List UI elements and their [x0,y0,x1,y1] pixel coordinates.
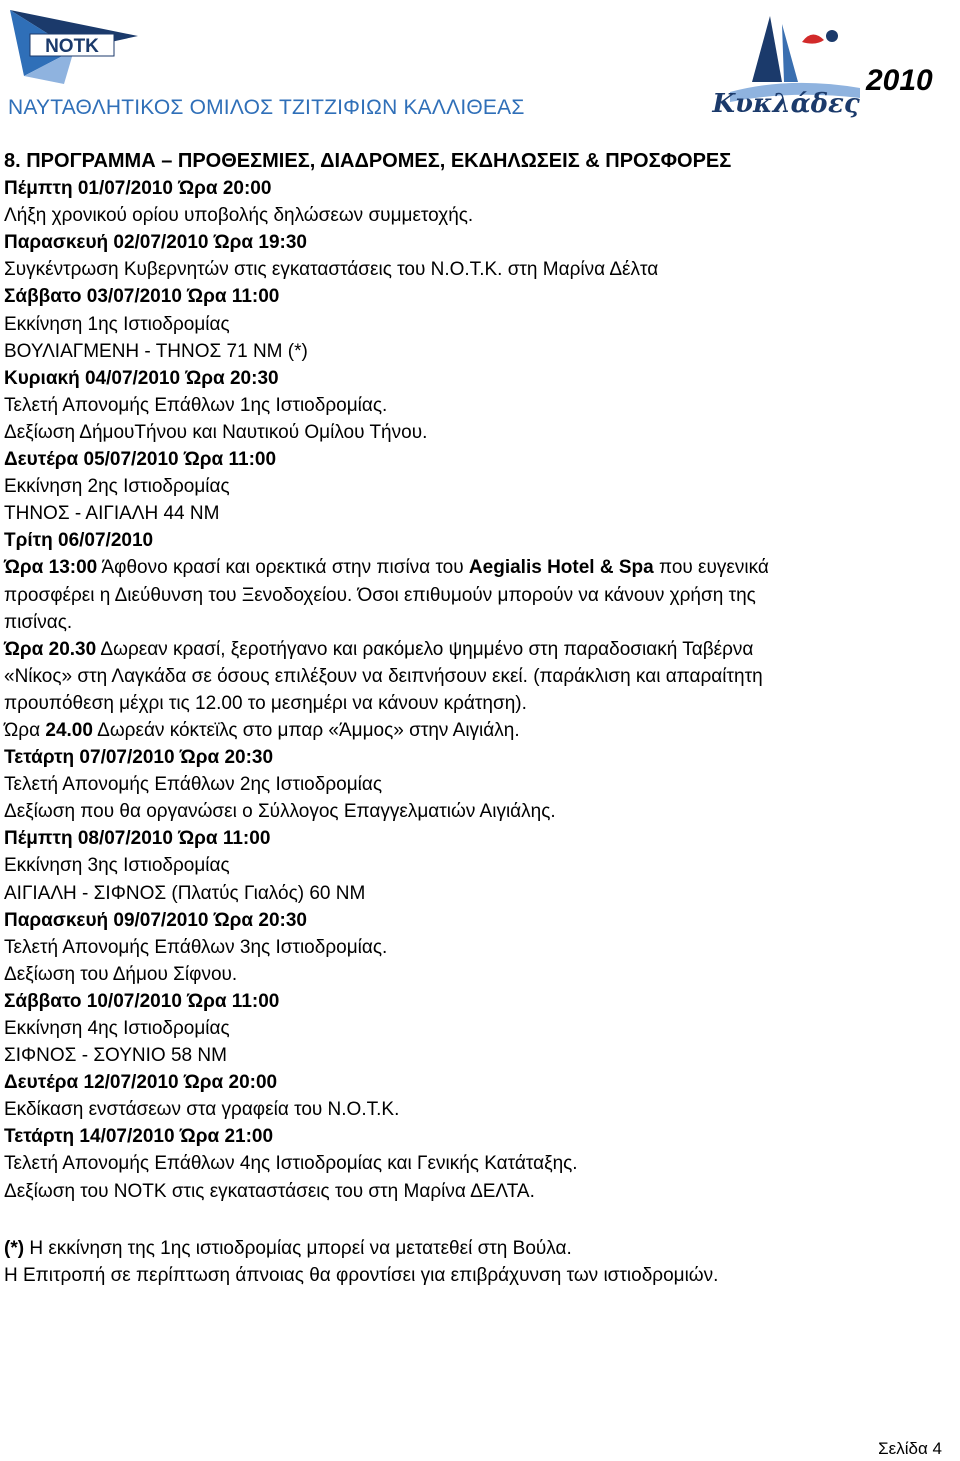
schedule-date: Κυριακή 04/07/2010 Ώρα 20:30 [4,367,279,389]
club-name: ΝΑΥΤΑΘΛΗΤΙΚΟΣ ΟΜΙΛΟΣ ΤΖΙΤΖΙΦΙΩΝ ΚΑΛΛΙΘΕΑΣ [8,96,525,119]
schedule-route: ΒΟΥΛΙΑΓΜΕΝΗ - ΤΗΝΟΣ 71 ΝΜ (*) [4,340,308,362]
schedule-event: Εκδίκαση ενστάσεων στα γραφεία του Ν.Ο.Τ.Κ. [4,1099,400,1121]
schedule-event: προσφέρει η Διεύθυνση του Ξενοδοχείου. Όσοι επιθυμούν μπορούν να κάνουν χρήση της [4,584,756,606]
kyklades-logo [690,12,870,118]
schedule-date: Τρίτη 06/07/2010 [4,530,154,552]
schedule-route: ΑΙΓΙΑΛΗ - ΣΙΦΝΟΣ (Πλατύς Γιαλός) 60 ΝΜ [4,882,366,904]
schedule-event: Εκκίνηση 3ης Ιστιοδρομίας [4,855,230,877]
schedule-date: Πέμπτη 08/07/2010 Ώρα 11:00 [4,828,271,850]
event-text: Δωρεαν κρασί, ξεροτήγανο και ρακόμελο ψημμένο στη παραδοσιακή Ταβέρνα [96,638,754,660]
schedule-event: Εκκίνηση 2ης Ιστιοδρομίας [4,476,230,498]
kyklades-logo-text: Κυκλάδες [712,89,860,118]
schedule-event: Λήξη χρονικού ορίου υποβολής δηλώσεων συμμετοχής. [4,205,474,227]
schedule-date: Τετάρτη 07/07/2010 Ώρα 20:30 [4,747,274,769]
notk-logo-text: NOTK [45,36,99,57]
schedule-event: προυπόθεση μέχρι τις 12.00 το μεσημέρι να κάνουν κράτηση). [4,692,527,714]
event-text: Ώρα [4,719,46,741]
event-text: Άφθονο κρασί και ορεκτικά στην πισίνα του [97,557,469,579]
event-text: Δωρεάν κόκτεϊλς στο μπαρ «Άμμος» στην Αιγιάλη. [92,719,520,741]
footnote-line [4,1235,718,1262]
schedule-event: Δεξίωση του ΝΟΤΚ στις εγκαταστάσεις του στη Μαρίνα ΔΕΛΤΑ. [4,1180,535,1202]
schedule-date: Παρασκευή 09/07/2010 Ώρα 20:30 [4,909,307,931]
schedule-event [4,717,960,744]
edition-year: 2010 [866,64,933,97]
schedule-event: Εκκίνηση 4ης Ιστιοδρομίας [4,1018,230,1039]
schedule-event: πισίνας. [4,611,73,633]
schedule-event [4,636,960,663]
hotel-name: Aegialis Hotel & Spa [468,557,654,579]
event-time: 24.00 [45,719,93,741]
page-number: Σελίδα 4 [878,1439,942,1458]
schedule-event: Δεξίωση ΔήμουΤήνου και Ναυτικού Ομίλου Τήνου. [4,421,428,443]
section-title: 8. ΠΡΟΓΡΑΜΜΑ – ΠΡΟΘΕΣΜΙΕΣ, ΔΙΑΔΡΟΜΕΣ, ΕΚΔΗΛΩΣΕΙΣ & ΠΡΟΣΦΟΡΕΣ [4,150,732,172]
schedule-event: Τελετή Απονομής Επάθλων 4ης Ιστιοδρομίας και Γενικής Κατάταξης. [4,1153,578,1175]
schedule-event: «Νίκος» στη Λαγκάδα σε όσους επιλέξουν να δειπνήσουν εκεί. (παράκλιση και απαραίτητη [4,665,763,687]
schedule-event [4,554,960,581]
schedule-event: Τελετή Απονομής Επάθλων 3ης Ιστιοδρομίας. [4,936,388,958]
footnote-line: Η Επιτροπή σε περίπτωση άπνοιας θα φροντίσει για επιβράχυνση των ιστιοδρομιών. [4,1265,719,1286]
schedule-event: Δεξίωση του Δήμου Σίφνου. [4,963,238,985]
schedule-date: Δευτέρα 12/07/2010 Ώρα 20:00 [4,1072,278,1094]
event-time: Ώρα 20.30 [4,638,97,660]
schedule-date: Πέμπτη 01/07/2010 Ώρα 20:00 [4,178,272,200]
schedule-date: Τετάρτη 14/07/2010 Ώρα 21:00 [4,1126,274,1148]
schedule-event: Συγκέντρωση Κυβερνητών στις εγκαταστάσεις του Ν.Ο.Τ.Κ. στη Μαρίνα Δέλτα [4,259,659,281]
schedule-section [4,148,960,1205]
schedule-event: Τελετή Απονομής Επάθλων 1ης Ιστιοδρομίας. [4,394,388,416]
event-time: Ώρα 13:00 [4,557,98,579]
schedule-date: Δευτέρα 05/07/2010 Ώρα 11:00 [4,449,277,471]
schedule-event: Εκκίνηση 1ης Ιστιοδρομίας [4,313,230,335]
event-text: που ευγενικά [653,557,769,579]
schedule-date: Παρασκευή 02/07/2010 Ώρα 19:30 [4,232,307,254]
schedule-event: Δεξίωση που θα οργανώσει ο Σύλλογος Επαγγελματιών Αιγιάλης. [4,801,556,823]
schedule-event: Τελετή Απονομής Επάθλων 2ης Ιστιοδρομίας [4,774,383,796]
schedule-date: Σάββατο 10/07/2010 Ώρα 11:00 [4,990,280,1012]
footnote [4,1235,718,1289]
footnote-text: Η εκκίνηση της 1ης ιστιοδρομίας μπορεί να μετατεθεί στη Βούλα. [24,1238,572,1259]
schedule-date: Σάββατο 03/07/2010 Ώρα 11:00 [4,286,280,308]
notk-logo [4,6,144,88]
schedule-route: ΤΗΝΟΣ - ΑΙΓΙΑΛΗ 44 ΝΜ [4,503,220,525]
footnote-marker: (*) [4,1238,25,1259]
schedule-route: ΣΙΦΝΟΣ - ΣΟΥΝΙΟ 58 ΝΜ [4,1045,227,1067]
